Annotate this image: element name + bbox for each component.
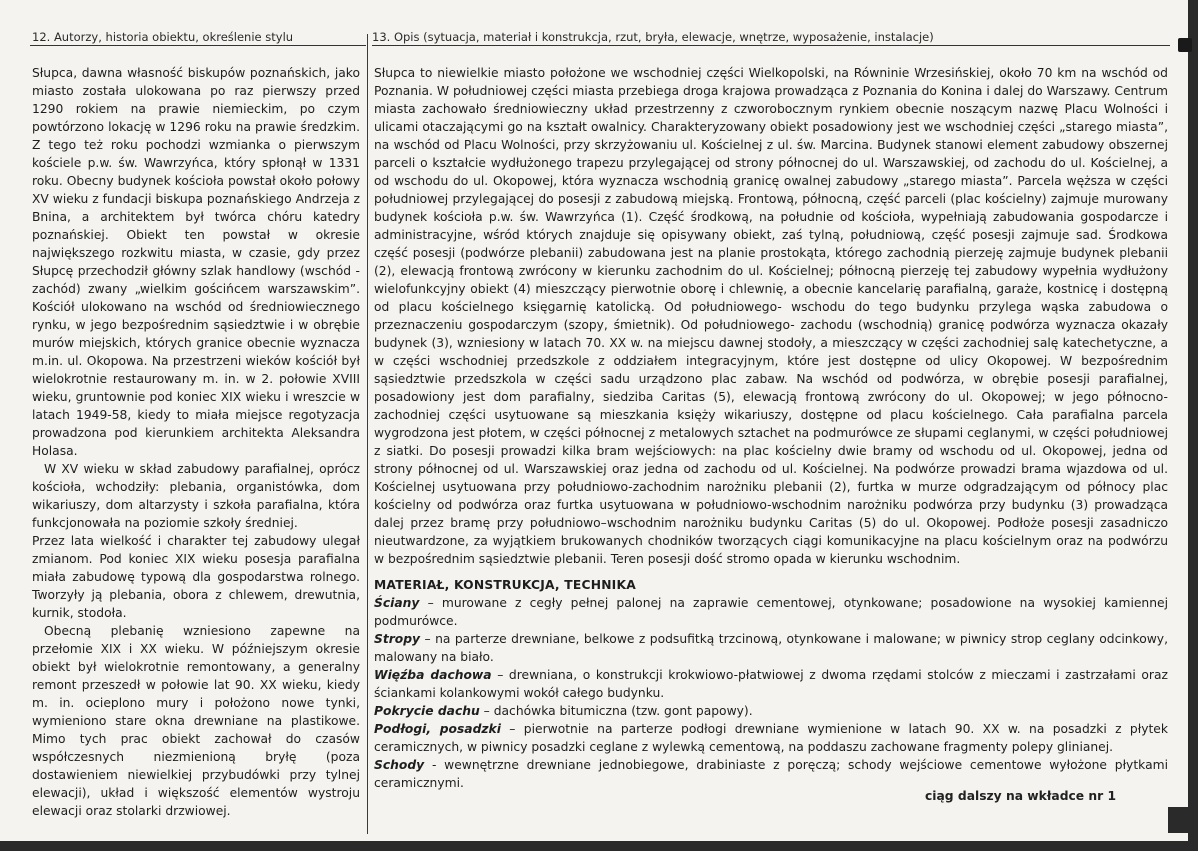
section-heading: MATERIAŁ, KONSTRUKCJA, TECHNIKA [374,578,636,592]
left-column [32,64,360,820]
material-term: Schody [374,758,425,772]
material-item [374,594,1168,630]
header-rule-left [30,45,366,46]
material-term: Stropy [374,632,421,646]
left-paragraph: W XV wieku w skład zabudowy parafialnej, oprócz kościoła, wchodziły: plebania, organistówka, dom wikariuszy, dom altarzysty i szkoła parafialna, która funkcjonowała na poziomie szkoły średniej. [32,462,360,530]
left-paragraph: Obecną plebanię wzniesiono zapewne na przełomie XIX i XX wieku. W późniejszym okresie obiekt był wielokrotnie remontowany, a generalny remont przeszedł w połowie lat 90. XX wieku, kiedy m. in. ocieplono mury i położono nowe tynki, wymieniono stare okna drewniane na plastikowe. Mimo tych prac obiekt zachował do czasów współczesnych niezmienioną bryłę (poza dostawieniem niewielkiej przybudówki przy tylnej elewacji), układ i większość elementów wystroju elewacji oraz stolarki drzwiowej. [32,624,360,818]
material-item [374,756,1168,792]
material-text: – murowane z cegły pełnej palonej na zaprawie cementowej, otynkowane; posadowione na wysokiej kamiennej podmurówce. [374,596,1168,628]
material-item [374,630,1168,666]
material-term: Więźba dachowa [374,668,492,682]
material-item [374,666,1168,702]
column-divider [367,34,368,834]
scan-edge-corner [1178,38,1192,52]
left-paragraph: Przez lata wielkość i charakter tej zabudowy ulegał zmianom. Pod koniec XIX wieku posesja parafialna miała zabudowę typową dla gospodarstwa rolnego. Tworzyły ją plebania, obora z chlewem, drewutnia, kurnik, stodoła. [32,534,360,620]
material-item [374,720,1168,756]
scan-edge-notch [1168,807,1198,833]
material-text: – drewniana, o konstrukcji krokwiowo-płatwiowej z dwoma rzędami stolców z mieczami i zastrzałami oraz ściankami kolankowymi wokół całego budynku. [374,668,1168,700]
material-term: Pokrycie dachu [374,704,480,718]
material-text: - wewnętrzne drewniane jednobiegowe, drabiniaste z poręczą; schody wejściowe cementowe wyłożone płytkami ceramicznymi. [374,758,1168,790]
header-rule-right [372,45,1170,46]
left-paragraph: Słupca, dawna własność biskupów poznańskich, jako miasto została ulokowana po raz pierwszy przed 1290 rokiem na prawie niemieckim, po czym powtórzono lokację w 1296 roku na prawie średzkim. Z tego też roku pochodzi wzmianka o pierwszym kościele p.w. św. Wawrzyńca, który spłonął w 1331 roku. Obecny budynek kościoła powstał około połowy XV wieku z fundacji biskupa poznańskiego Andrzeja z Bnina, a architektem był twórca chóru katedry poznańskiej. Obiekt ten powstał w okresie największego rozkwitu miasta, w czasie, gdy przez Słupcę przechodził główny szlak handlowy (wschód -zachód) zwany „wielkim gościńcem warszawskim”. Kościół ulokowano na wschód od średniowiecznego rynku, w jego bezpośrednim sąsiedztwie i w obrębie murów miejskich, których granice obecnie wyznacza m.in. ul. Okopowa. Na przestrzeni wieków kościół był wielokrotnie restaurowany m. in. w 2. połowie XVIII wieku, gruntownie pod koniec XIX wieku i wreszcie w latach 1949-58, kiedy to miała miejsce regotyzacja prowadzona pod kierunkiem architekta Aleksandra Holasa. [32,66,360,458]
material-text: – na parterze drewniane, belkowe z podsufitką trzcinową, otynkowane i malowane; w piwnicy strop ceglany odcinkowy, malowany na biało. [374,632,1168,664]
header-left: 12. Autorzy, historia obiektu, określenie stylu [32,30,294,44]
material-term: Ściany [374,596,420,610]
situation-description: Słupca to niewielkie miasto położone we wschodniej części Wielkopolski, na Równinie Wrzesińskiej, około 70 km na wschód od Poznania. W południowej części miasta przebiega droga krajowa prowadząca z Poznania do Konina i dalej do Warszawy. Centrum miasta zachowało średniowieczny układ przestrzenny z czworobocznym rynkiem obecnie noszącym nazwę Placu Wolności i ulicami otaczającymi go na kształt owalnicy. Charakteryzowany obiekt posadowiony jest we wschodniej części „starego miasta”, na wschód od Placu Wolności, przy skrzyżowaniu ul. Kościelnej z ul. św. Marcina. Budynek stanowi element zabudowy obszernej parceli o kształcie wydłużonego trapezu przylegającej od strony północnej do ul. Warszawskiej, od zachodu do ul. Kościelnej, a od wschodu do ul. Okopowej, która wyznacza wschodnią granicę owalnej zabudowy „starego miasta”. Parcela węższa w części południowej przylegającej do posesji z zabudową miejską. Frontową, północną, część parceli (plac kościelny) zajmuje murowany budynek kościoła p.w. św. Wawrzyńca (1). Część środkową, na południe od kościoła, wypełniają zabudowania gospodarcze i administracyjne, wśród których znajduje się opisywany obiekt, zaś tylną, południową, część posesji zajmuje sad. Środkowa część posesji (podwórze plebanii) zabudowana jest na planie prostokąta, którego zachodnią pierzeję zajmuje budynek plebanii (2), elewacją frontową zwrócony w kierunku zachodnim do ul. Kościelnej; północną pierzeję tej zabudowy wypełnia wydłużony wielofunkcyjny obiekt (4) mieszczący pierwotnie oborę i chlewnię, a obecnie kancelarię parafialną, garaże, kostnicę i dostępną od placu kościelnego księgarnię katolicką. Od południowego- wschodu do tego budynku przylega wąska zabudowa o przeznaczeniu gospodarczym (szopy, śmietnik). Od południowego- zachodu (wschodnią) granicę podwórza wyznacza okazały budynek (3), wzniesiony w latach 70. XX w. na miejscu dawnej stodoły, a mieszczący w części zachodniej salę katechetyczne, a w części wschodniej przedszkole z oddziałem integracyjnym, które jest dostępne od ulicy Okopowej. W bezpośrednim sąsiedztwie przedszkola w części sadu urządzono plac zabaw. Na wschód od podwórza, w obrębie posesji parafialnej, posadowiony jest dom parafialny, siedziba Caritas (5), elewacją frontową zwrócony do ul. Okopowej; w jego północno-zachodniej części usytuowane są mieszkania księży wikariuszy, dostępne od placu kościelnego. Cała parafialna parcela wygrodzona jest płotem, w części północnej z metalowych sztachet na podmurówce ze słupami ceglanymi, w części południowej z siatki. Do posesji prowadzi kilka bram wejściowych: na plac kościelny dwie bramy od wschodu od ul. Okopowej, jedna od strony północnej od ul. Warszawskiej oraz jedna od zachodu od ul. Kościelnej. Na podwórze prowadzi brama wjazdowa od ul. Kościelnej usytuowana przy południowo-zachodnim narożniku plebanii (2), furtka w murze odgradzającym od północy plac kościelny od podwórza oraz furtka usytuowana w południowo-wschodnim narożniku podwórza przy budynku (3) prowadząca dalej przez bramę przy południowo–wschodnim narożniku budynku Caritas (5) do ul. Okopowej. Podłoże posesji zasadniczo nieutwardzone, za wyjątkiem brukowanych chodników tworzących ciągi komunikacyjne na placu kościelnym oraz na podwórzu w bezpośrednim sąsiedztwie plebanii. Teren posesji dość stromo opada w kierunku wschodnim. [374,66,1168,566]
material-text: – dachówka bitumiczna (tzw. gont papowy). [479,704,753,718]
material-item [374,702,1168,720]
header-right: 13. Opis (sytuacja, materiał i konstrukcja, rzut, bryła, elewacje, wnętrze, wyposażenie, instalacje) [372,30,934,44]
scan-edge-right [1188,0,1198,851]
continuation-note: ciąg dalszy na wkładce nr 1 [925,789,1117,803]
right-column [374,64,1168,792]
scan-edge-bottom [0,841,1198,851]
material-text: – pierwotnie na parterze podłogi drewniane wymienione w latach 90. XX w. na posadzki z płytek ceramicznych, w piwnicy posadzki ceglane z wylewką cementową, na poddaszu zachowane fragmenty polepy glinianej. [374,722,1168,754]
material-term: Podłogi, posadzki [374,722,501,736]
